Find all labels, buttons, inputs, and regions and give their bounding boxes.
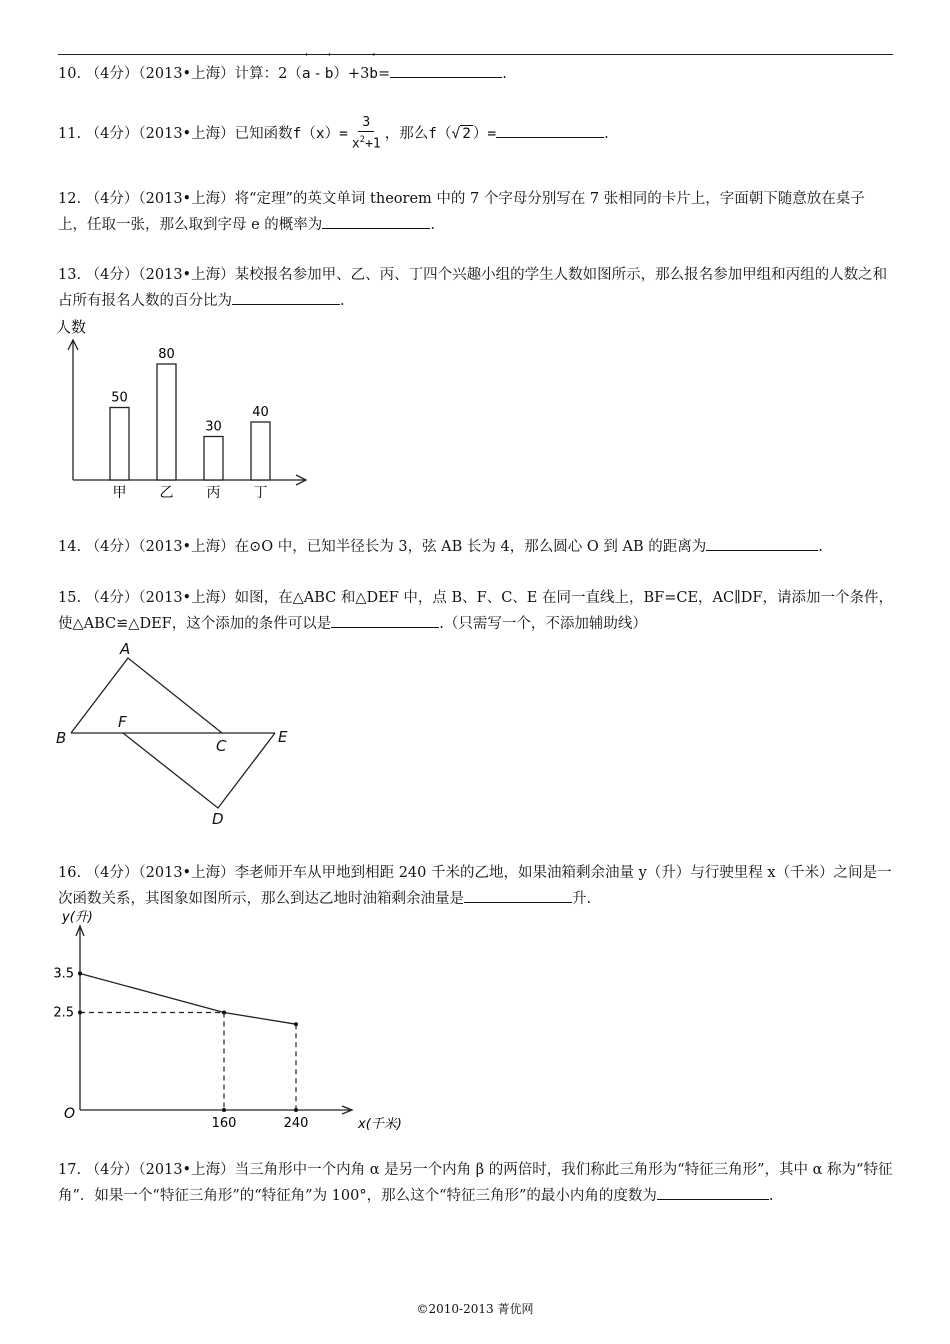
triangle-abc-sides	[71, 658, 222, 733]
sqrt-expression: √ 2	[451, 126, 471, 142]
q11-end: .	[604, 126, 609, 142]
q17-text: 17. （4分）（2013•上海）当三角形中一个内角 α 是另一个内角 β 的两倍时，我们称此三角形为“特征三角形”，其中 α 称为“特征角”．如果一个“特征三角形”的“特征角”为 100°，那么这个“特征三角形”的最小内角的度数为	[58, 1162, 893, 1204]
point-label-a: A	[120, 640, 131, 658]
q15-end: .（只需写一个，不添加辅助线）	[439, 616, 647, 632]
question-11	[58, 112, 893, 156]
bar-丁	[251, 422, 270, 480]
q11-prefix: 11. （4分）（2013•上海）已知函数	[58, 126, 293, 142]
q11-close: ）=	[472, 126, 497, 142]
answer-blank[interactable]	[331, 611, 439, 628]
x-tick-label: 丙	[206, 485, 221, 501]
vector-b: → b	[324, 49, 334, 82]
geometry-figure	[50, 638, 310, 833]
answer-blank[interactable]	[232, 288, 340, 305]
q14-end: .	[818, 539, 823, 555]
bar-丙	[204, 437, 223, 481]
q12-end: .	[430, 217, 435, 233]
q14-text: 14. （4分）（2013•上海）在⊙O 中，已知半径长为 3，弦 AB 长为 4，那么圆心 O 到 AB 的距离为	[58, 539, 707, 555]
top-rule	[58, 54, 893, 55]
data-line	[80, 974, 296, 1025]
q10-minus: -	[310, 66, 325, 82]
y-tick-point	[78, 1011, 82, 1015]
q10-mid: ）+3	[333, 66, 370, 82]
answer-blank[interactable]	[390, 61, 502, 78]
question-14	[58, 534, 893, 560]
q16-end: 升.	[572, 891, 592, 907]
point-label-e: E	[278, 728, 288, 746]
q10-prefix: 10. （4分）（2013•上海）计算：2（	[58, 66, 302, 82]
q15-text: 15. （4分）（2013•上海）如图，在△ABC 和△DEF 中，点 B、F、C、E 在同一直线上，BF=CE，AC∥DF，请添加一个条件，使△ABC≌△DEF，这个添加的条件可以是	[58, 590, 893, 632]
vector-a: → a	[301, 49, 311, 82]
q10-end: .	[502, 66, 507, 82]
q11-mid: ，那么	[384, 126, 429, 142]
x-tick-label: 乙	[159, 485, 174, 501]
question-16	[58, 860, 893, 912]
page-footer: ©2010-2013 菁优网	[416, 1302, 534, 1316]
bar-chart	[50, 312, 320, 507]
x-tick-label: 160	[211, 1116, 237, 1131]
x-tick-label: 甲	[112, 485, 127, 501]
line-chart	[50, 906, 430, 1136]
triangle-def-sides	[123, 733, 275, 808]
function-expression: f（x）=	[292, 126, 348, 142]
x-tick-label: 丁	[253, 485, 268, 501]
bar-value-label: 50	[111, 390, 128, 406]
q13-text: 13. （4分）（2013•上海）某校报名参加甲、乙、丙、丁四个兴趣小组的学生人数如图所示，那么报名参加甲组和丙组的人数之和占所有报名人数的百分比为	[58, 267, 888, 309]
point-label-c: C	[216, 737, 227, 755]
point-label-f: F	[118, 713, 127, 731]
vector-b-2: → b	[369, 49, 379, 82]
chart-marks	[53, 967, 308, 1132]
y-axis-label: 人数	[56, 318, 87, 336]
q17-end: .	[768, 1188, 774, 1204]
x-axis-label: x(千米)	[358, 1117, 402, 1132]
q11-f: f（	[428, 126, 452, 142]
answer-blank[interactable]	[464, 886, 572, 903]
point-label-d: D	[212, 810, 224, 828]
origin-label: O	[64, 1106, 76, 1122]
q13-end: .	[340, 293, 345, 309]
bar-value-label: 40	[252, 405, 269, 420]
bar-甲	[110, 408, 129, 481]
answer-blank[interactable]	[706, 534, 818, 551]
denominator: $x^2+1$	[351, 135, 381, 152]
q16-text: 16. （4分）（2013•上海）李老师开车从甲地到相距 240 千米的乙地，如果油箱剩余油量 y（升）与行驶里程 x（千米）之间是一次函数关系，其图象如图所示，那么到达乙地时油箱剩余油量是	[58, 865, 892, 907]
bar-value-label: 80	[158, 347, 175, 362]
answer-blank[interactable]	[657, 1183, 769, 1200]
numerator: 3	[358, 115, 374, 132]
answer-blank[interactable]	[322, 212, 430, 229]
bar-value-label: 30	[205, 419, 222, 435]
x-tick-label: 240	[283, 1116, 309, 1131]
x-tick-point	[222, 1108, 226, 1112]
point-label-b: B	[56, 729, 67, 747]
y-tick-label: 2.5	[53, 1005, 74, 1021]
question-15	[58, 585, 893, 637]
q12-text: 12. （4分）（2013•上海）将“定理”的英文单词 theorem 中的 7 个字母分别写在 7 张相同的卡片上，字面朝下随意放在桌子上，任取一张，那么取到字母 e 的概率为	[58, 191, 865, 233]
question-10	[58, 49, 893, 87]
bars	[110, 347, 270, 501]
x-tick-point	[294, 1108, 298, 1112]
y-axis-label: y(升)	[62, 910, 93, 925]
question-13	[58, 262, 893, 314]
bar-乙	[157, 364, 176, 480]
question-12	[58, 186, 893, 238]
y-tick-point	[78, 972, 82, 976]
q10-eq: =	[378, 66, 391, 82]
question-17	[58, 1157, 893, 1209]
fraction	[352, 115, 381, 152]
y-tick-label: 3.5	[53, 966, 74, 982]
answer-blank[interactable]	[496, 121, 604, 138]
